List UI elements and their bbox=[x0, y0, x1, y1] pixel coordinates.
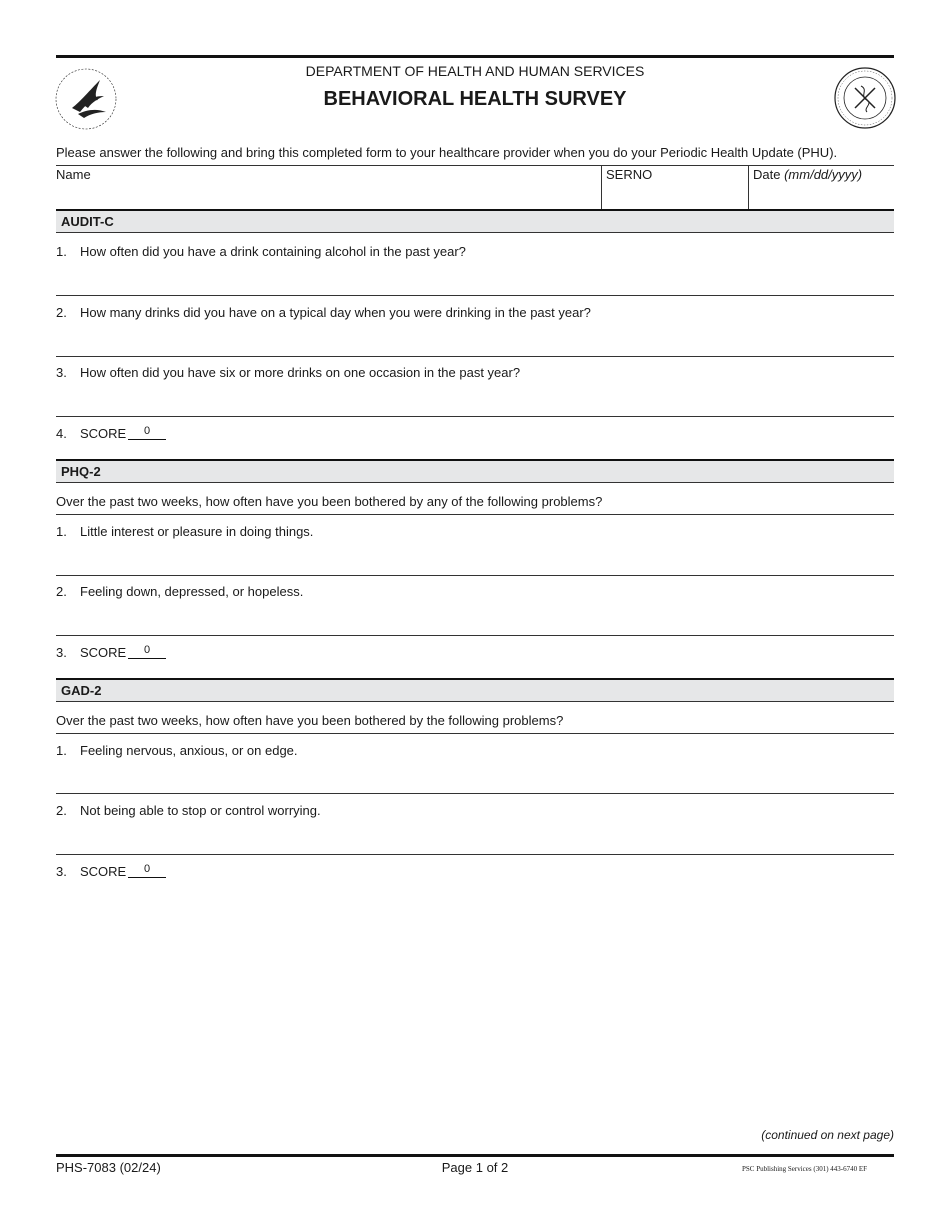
question-number: 3. bbox=[56, 864, 67, 879]
serno-field[interactable] bbox=[606, 167, 652, 182]
date-field[interactable] bbox=[753, 167, 862, 182]
form-number: PHS-7083 (02/24) bbox=[56, 1160, 161, 1175]
phq-question-1[interactable] bbox=[56, 524, 313, 539]
phq-score-label bbox=[56, 645, 126, 660]
audit-score-field[interactable]: 0 bbox=[128, 426, 166, 440]
audit-question-3[interactable] bbox=[56, 365, 520, 380]
question-number: 1. bbox=[56, 244, 67, 259]
serno-label: SERNO bbox=[606, 167, 653, 182]
question-text: Feeling down, depressed, or hopeless. bbox=[80, 584, 304, 599]
section-header-phq-2 bbox=[56, 459, 894, 483]
question-number: 2. bbox=[56, 305, 67, 320]
phq-prompt: Over the past two weeks, how often have you been bothered by any of the following problems? bbox=[56, 494, 603, 509]
question-number: 1. bbox=[56, 743, 67, 758]
score-label-text: SCORE bbox=[80, 864, 127, 879]
phq-score-field[interactable]: 0 bbox=[128, 645, 166, 659]
section-title: PHQ-2 bbox=[61, 464, 101, 479]
instructions: Please answer the following and bring this completed form to your healthcare provider when you do your Periodic Health Update (PHU). bbox=[56, 145, 838, 160]
question-text: How often did you have six or more drinks on one occasion in the past year? bbox=[80, 365, 521, 380]
section-header-gad-2 bbox=[56, 678, 894, 702]
page-number: Page 1 of 2 bbox=[441, 1160, 509, 1175]
row-divider bbox=[56, 416, 894, 417]
question-number: 2. bbox=[56, 803, 67, 818]
gad-score-field[interactable]: 0 bbox=[128, 864, 166, 878]
bottom-rule bbox=[56, 1154, 894, 1157]
question-number: 3. bbox=[56, 645, 67, 660]
audit-question-1[interactable] bbox=[56, 244, 466, 259]
question-text: How many drinks did you have on a typical day when you were drinking in the past year? bbox=[80, 305, 591, 320]
date-label: Date bbox=[753, 167, 781, 182]
phq-question-2[interactable] bbox=[56, 584, 303, 599]
question-text: Little interest or pleasure in doing things. bbox=[80, 524, 314, 539]
row-divider bbox=[56, 295, 894, 296]
section-title: GAD-2 bbox=[61, 683, 102, 698]
publisher-note: PSC Publishing Services (301) 443-6740 EF bbox=[742, 1165, 868, 1173]
gad-prompt: Over the past two weeks, how often have you been bothered by the following problems? bbox=[56, 713, 564, 728]
row-divider bbox=[56, 733, 894, 734]
gad-question-2[interactable] bbox=[56, 803, 321, 818]
field-divider bbox=[601, 165, 602, 209]
question-text: Feeling nervous, anxious, or on edge. bbox=[80, 743, 298, 758]
score-label-text: SCORE bbox=[80, 426, 127, 441]
continued-note: (continued on next page) bbox=[761, 1128, 894, 1142]
row-divider bbox=[56, 854, 894, 855]
question-number: 4. bbox=[56, 426, 67, 441]
agency-name: DEPARTMENT OF HEALTH AND HUMAN SERVICES bbox=[305, 63, 645, 79]
row-divider bbox=[56, 514, 894, 515]
section-header-audit-c bbox=[56, 209, 894, 233]
row-divider bbox=[56, 575, 894, 576]
gad-score-label bbox=[56, 864, 126, 879]
score-label-text: SCORE bbox=[80, 645, 127, 660]
top-rule bbox=[56, 55, 894, 58]
row-divider bbox=[56, 635, 894, 636]
question-number: 1. bbox=[56, 524, 67, 539]
audit-score-label bbox=[56, 426, 126, 441]
row-divider bbox=[56, 356, 894, 357]
form-title: BEHAVIORAL HEALTH SURVEY bbox=[323, 88, 627, 110]
audit-question-2[interactable] bbox=[56, 305, 591, 320]
row-divider bbox=[56, 793, 894, 794]
date-format-hint: (mm/dd/yyyy) bbox=[784, 167, 863, 182]
section-title: AUDIT-C bbox=[61, 214, 114, 229]
gad-question-1[interactable] bbox=[56, 743, 298, 758]
fields-top-rule bbox=[56, 165, 894, 166]
name-field[interactable] bbox=[56, 167, 91, 182]
question-text: How often did you have a drink containing alcohol in the past year? bbox=[80, 244, 466, 259]
question-text: Not being able to stop or control worrying. bbox=[80, 803, 321, 818]
question-number: 2. bbox=[56, 584, 67, 599]
field-divider bbox=[748, 165, 749, 209]
name-label: Name bbox=[56, 167, 91, 182]
question-number: 3. bbox=[56, 365, 67, 380]
